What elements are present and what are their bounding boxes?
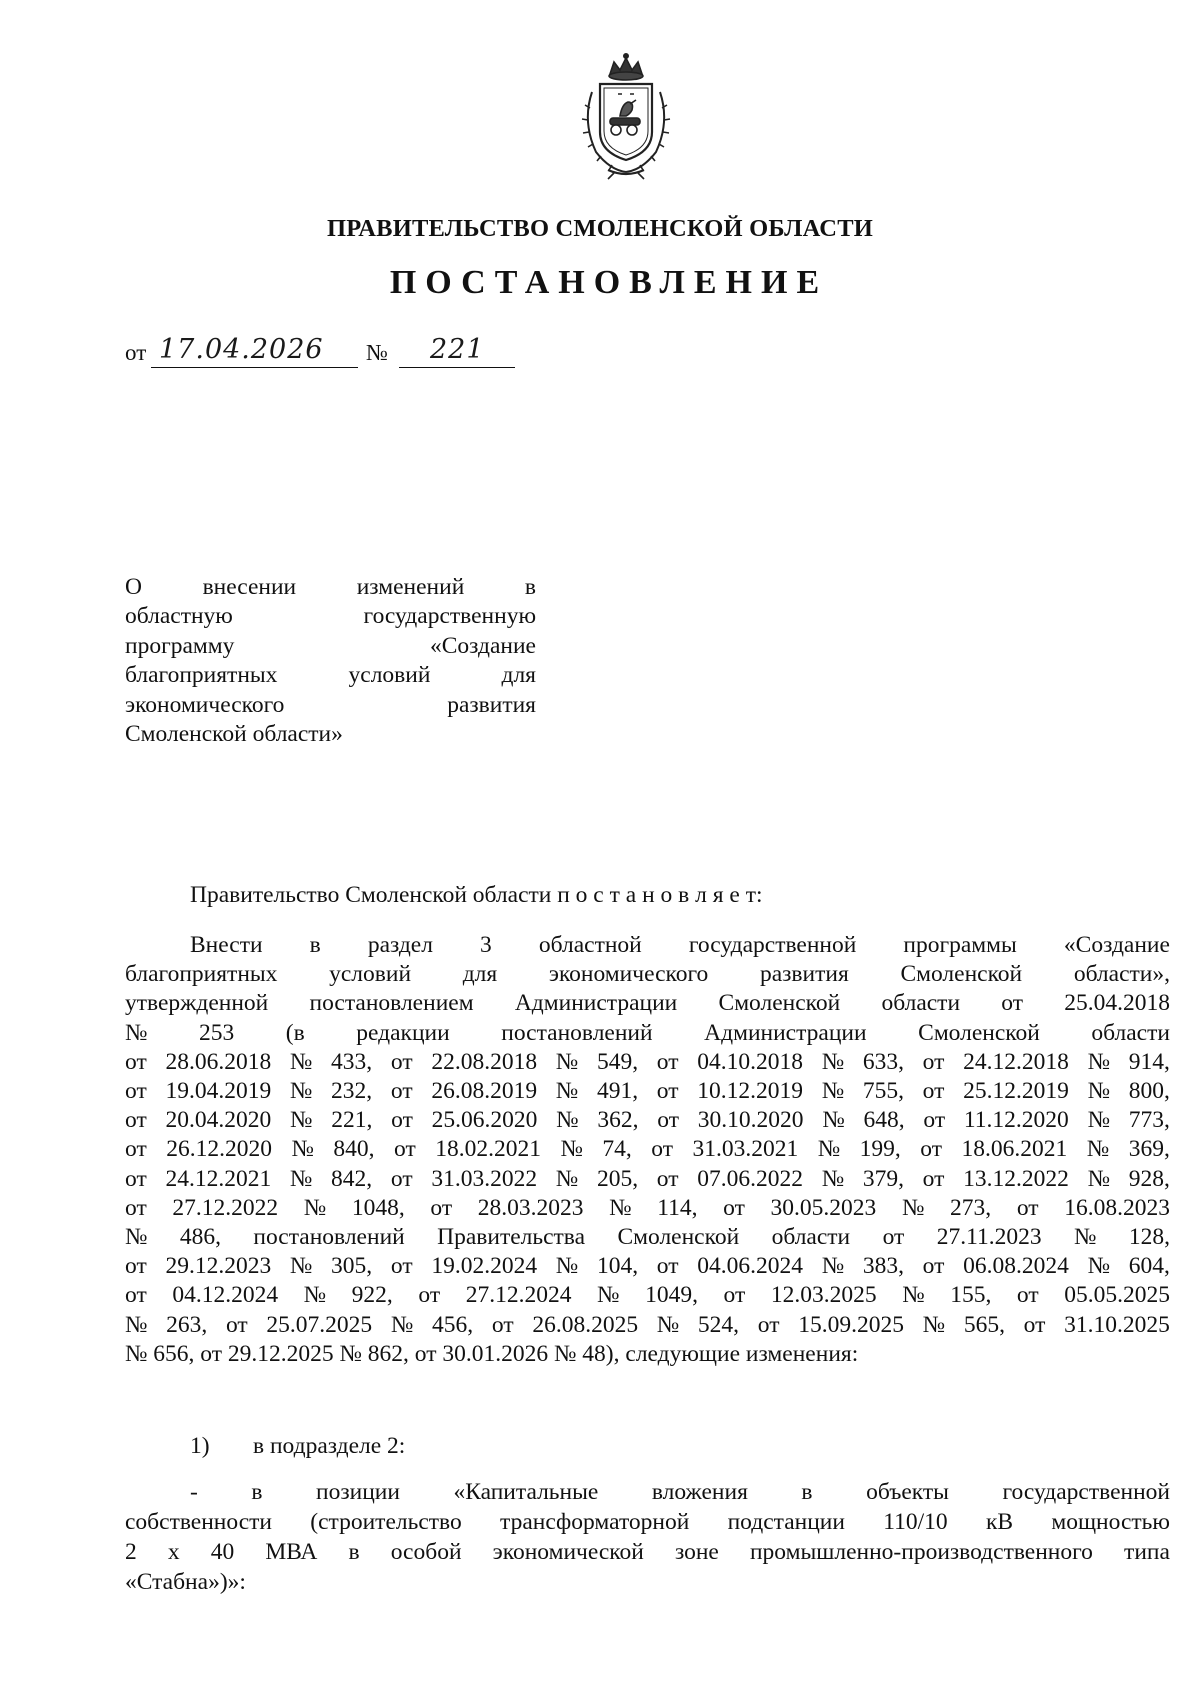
word: № bbox=[289, 1165, 313, 1192]
word: 565, bbox=[963, 1311, 1005, 1338]
word: Смоленской bbox=[718, 990, 841, 1017]
word: № bbox=[1074, 1224, 1097, 1251]
word: 524, bbox=[697, 1311, 740, 1338]
word: «Создание bbox=[429, 632, 536, 659]
word: трансформаторной bbox=[500, 1509, 690, 1535]
text-line bbox=[125, 1135, 1170, 1164]
word: от bbox=[1001, 990, 1023, 1017]
word: от bbox=[656, 1165, 679, 1192]
word: № bbox=[555, 1253, 579, 1280]
word: благоприятных bbox=[125, 961, 278, 988]
word: в bbox=[309, 932, 321, 958]
word: 06.08.2024 bbox=[963, 1253, 1069, 1280]
word: 104, bbox=[596, 1253, 639, 1280]
word: 928, bbox=[1128, 1165, 1170, 1192]
coat-of-arms-emblem bbox=[570, 52, 682, 180]
word: 155, bbox=[950, 1282, 992, 1309]
text-line bbox=[125, 1477, 1170, 1507]
word: 16.08.2023 bbox=[1064, 1194, 1170, 1221]
word: (в bbox=[285, 1019, 305, 1046]
word: № bbox=[597, 1282, 620, 1309]
word: экономического bbox=[125, 691, 285, 718]
word: 31.03.2021 bbox=[692, 1136, 799, 1163]
document-number: 221 bbox=[430, 334, 485, 365]
word: 12.03.2025 bbox=[770, 1282, 877, 1309]
word: от bbox=[418, 1282, 441, 1309]
word: 549, bbox=[596, 1048, 639, 1075]
word: 30.10.2020 bbox=[697, 1107, 804, 1134]
word: от bbox=[125, 1282, 147, 1309]
word: 22.08.2018 bbox=[431, 1048, 538, 1075]
word: 491, bbox=[596, 1078, 639, 1105]
word: от bbox=[125, 1253, 147, 1280]
word: 263, bbox=[166, 1311, 208, 1338]
word: «Стабна»)»: bbox=[125, 1569, 246, 1595]
word: от bbox=[394, 1136, 416, 1163]
word: от bbox=[651, 1136, 673, 1163]
word: № 656, от 29.12.2025 № 862, от 30.01.2026 № 48), следующие изменения: bbox=[125, 1340, 859, 1367]
word: № bbox=[821, 1165, 845, 1192]
word: 842, bbox=[331, 1165, 373, 1192]
word: государственной bbox=[1002, 1479, 1170, 1505]
text-line bbox=[125, 989, 1170, 1018]
word: объекты bbox=[866, 1479, 949, 1505]
word: 24.12.2018 bbox=[963, 1048, 1069, 1075]
text-line bbox=[125, 661, 536, 690]
word: зоне bbox=[674, 1539, 719, 1565]
word: 05.05.2025 bbox=[1064, 1282, 1170, 1309]
word: Правительства bbox=[437, 1224, 586, 1251]
word: 31.03.2022 bbox=[431, 1165, 538, 1192]
word: № bbox=[1087, 1078, 1110, 1105]
text-line bbox=[125, 1019, 1170, 1048]
word: постановлений bbox=[501, 1019, 653, 1046]
word: «Создание bbox=[1063, 932, 1170, 958]
word: развития bbox=[447, 691, 536, 718]
word: 2 bbox=[125, 1539, 137, 1565]
word: 04.10.2018 bbox=[697, 1048, 803, 1075]
document-date: 17.04.2026 bbox=[159, 334, 324, 365]
word: условий bbox=[329, 961, 412, 988]
text-line bbox=[125, 1311, 1170, 1340]
word: областной bbox=[538, 932, 642, 958]
text-line bbox=[125, 691, 536, 720]
word: от bbox=[391, 1107, 413, 1134]
word: 914, bbox=[1128, 1048, 1170, 1075]
word: (строительство bbox=[310, 1509, 462, 1535]
word: № bbox=[125, 1019, 148, 1046]
number-underline bbox=[399, 367, 515, 368]
word: постановлений bbox=[253, 1224, 405, 1251]
word: от bbox=[923, 1107, 946, 1134]
list-item-text: в подразделе 2: bbox=[253, 1433, 406, 1459]
word: № bbox=[289, 1048, 313, 1075]
word: от bbox=[491, 1311, 514, 1338]
word: «Капитальные bbox=[453, 1479, 599, 1505]
word: развития bbox=[759, 961, 849, 988]
word: 128, bbox=[1128, 1224, 1170, 1251]
word: области bbox=[881, 990, 961, 1017]
word: от bbox=[390, 1078, 413, 1105]
word: 28.03.2023 bbox=[477, 1194, 584, 1221]
word: Смоленской bbox=[918, 1019, 1040, 1046]
word: 486, bbox=[179, 1224, 221, 1251]
word: для bbox=[501, 662, 536, 689]
word: № bbox=[1087, 1048, 1110, 1075]
word: типа bbox=[1124, 1539, 1170, 1565]
word: 25.07.2025 bbox=[266, 1311, 373, 1338]
word: № bbox=[609, 1194, 632, 1221]
word: 26.12.2020 bbox=[166, 1136, 272, 1163]
word: О bbox=[125, 574, 142, 600]
date-from-label: от bbox=[125, 340, 147, 365]
word: № bbox=[1087, 1253, 1110, 1280]
word: № bbox=[821, 1253, 845, 1280]
word: 232, bbox=[331, 1078, 373, 1105]
word: 11.12.2020 bbox=[963, 1107, 1069, 1134]
word: № bbox=[555, 1165, 579, 1192]
word: 40 bbox=[210, 1539, 235, 1565]
word: подстанции bbox=[727, 1509, 845, 1535]
word: Смоленской области» bbox=[125, 721, 343, 748]
word: 18.02.2021 bbox=[435, 1136, 541, 1163]
word: 755, bbox=[862, 1078, 904, 1105]
number-label: № bbox=[366, 340, 388, 365]
word: 74, bbox=[602, 1136, 632, 1163]
word: № bbox=[289, 1078, 313, 1105]
word: 379, bbox=[862, 1165, 904, 1192]
word: экономического bbox=[548, 961, 709, 988]
text-line bbox=[125, 1048, 1170, 1077]
word: Администрации bbox=[704, 1019, 867, 1046]
word: промышленно-производственного bbox=[749, 1539, 1093, 1565]
word: № bbox=[821, 1048, 845, 1075]
word: 19.02.2024 bbox=[431, 1253, 538, 1280]
text-line bbox=[125, 1340, 1170, 1369]
word: 221, bbox=[331, 1107, 373, 1134]
word: № bbox=[822, 1107, 845, 1134]
word: № bbox=[125, 1311, 148, 1338]
text-line bbox=[125, 720, 536, 749]
word: внесении bbox=[202, 574, 297, 600]
word: № bbox=[1087, 1107, 1111, 1134]
word: Администрации bbox=[514, 990, 678, 1017]
word: 800, bbox=[1128, 1078, 1170, 1105]
text-line bbox=[125, 1106, 1170, 1135]
word: 15.09.2025 bbox=[798, 1311, 904, 1338]
text-line bbox=[125, 632, 536, 661]
word: 29.12.2023 bbox=[165, 1253, 272, 1280]
word: от bbox=[657, 1107, 679, 1134]
word: 773, bbox=[1128, 1107, 1170, 1134]
word: экономической bbox=[492, 1539, 644, 1565]
word: 199, bbox=[859, 1136, 901, 1163]
word: 305, bbox=[331, 1253, 373, 1280]
word: благоприятных bbox=[125, 662, 278, 689]
word: от bbox=[757, 1311, 780, 1338]
word: области bbox=[771, 1224, 851, 1251]
text-line bbox=[125, 602, 536, 631]
word: 10.12.2019 bbox=[697, 1078, 803, 1105]
word: в bbox=[524, 574, 536, 600]
word: программу bbox=[125, 632, 235, 659]
word: редакции bbox=[356, 1019, 450, 1046]
text-line bbox=[125, 1223, 1170, 1252]
word: программы bbox=[903, 932, 1017, 958]
word: от bbox=[656, 1048, 679, 1075]
word: от bbox=[125, 1048, 147, 1075]
text-line bbox=[125, 1252, 1170, 1281]
word: 604, bbox=[1128, 1253, 1170, 1280]
word: 25.04.2018 bbox=[1064, 990, 1170, 1017]
word: в bbox=[801, 1479, 813, 1505]
word: 633, bbox=[862, 1048, 904, 1075]
word: от bbox=[125, 1194, 147, 1221]
word: 20.04.2020 bbox=[165, 1107, 272, 1134]
word: для bbox=[462, 961, 498, 988]
word: от bbox=[922, 1078, 945, 1105]
text-line bbox=[125, 1567, 1170, 1597]
word: области», bbox=[1073, 961, 1170, 988]
word: 273, bbox=[950, 1194, 992, 1221]
word: № bbox=[556, 1107, 579, 1134]
word: изменений bbox=[356, 574, 465, 600]
text-line bbox=[125, 1537, 1170, 1567]
word: 433, bbox=[331, 1048, 373, 1075]
word: 110/10 bbox=[883, 1509, 948, 1535]
word: х bbox=[167, 1539, 180, 1565]
text-line bbox=[125, 1281, 1170, 1310]
word: от bbox=[225, 1311, 248, 1338]
word: 648, bbox=[863, 1107, 905, 1134]
word: № bbox=[390, 1311, 414, 1338]
word: от bbox=[125, 1107, 147, 1134]
word: 31.10.2025 bbox=[1064, 1311, 1170, 1338]
word: от bbox=[920, 1136, 943, 1163]
word: 25.06.2020 bbox=[431, 1107, 538, 1134]
text-line bbox=[125, 1077, 1170, 1106]
word: от bbox=[656, 1078, 679, 1105]
word: № bbox=[922, 1311, 946, 1338]
word: 28.06.2018 bbox=[165, 1048, 272, 1075]
document-subject bbox=[125, 573, 536, 749]
word: 24.12.2021 bbox=[165, 1165, 272, 1192]
word: Внести bbox=[190, 932, 263, 958]
word: 04.12.2024 bbox=[172, 1282, 279, 1309]
word: № bbox=[303, 1282, 327, 1309]
word: мощностью bbox=[1051, 1509, 1170, 1535]
word: - bbox=[190, 1479, 198, 1505]
word: № bbox=[1086, 1136, 1110, 1163]
word: Смоленской bbox=[900, 961, 1023, 988]
decree-intro: Правительство Смоленской области п о с т а н о в л я е т: bbox=[190, 882, 763, 908]
word: условий bbox=[348, 662, 431, 689]
document-type-title: ПОСТАНОВЛЕНИЕ bbox=[389, 264, 829, 301]
word: № bbox=[817, 1136, 841, 1163]
word: 26.08.2025 bbox=[532, 1311, 639, 1338]
word: № bbox=[291, 1136, 314, 1163]
word: от bbox=[882, 1224, 905, 1251]
word: от bbox=[656, 1253, 679, 1280]
word: № bbox=[560, 1136, 583, 1163]
word: от bbox=[125, 1136, 147, 1163]
word: государственную bbox=[363, 603, 536, 630]
word: от bbox=[125, 1165, 147, 1192]
word: от bbox=[1016, 1194, 1039, 1221]
word: 27.12.2022 bbox=[172, 1194, 279, 1221]
word: 840, bbox=[333, 1136, 375, 1163]
word: 18.06.2021 bbox=[961, 1136, 1068, 1163]
word: № bbox=[901, 1194, 925, 1221]
word: утвержденной bbox=[125, 990, 269, 1017]
word: кВ bbox=[985, 1509, 1014, 1535]
word: 26.08.2019 bbox=[431, 1078, 538, 1105]
word: от bbox=[723, 1282, 746, 1309]
position-paragraph bbox=[125, 1477, 1170, 1597]
word: от bbox=[125, 1078, 147, 1105]
text-line bbox=[125, 1507, 1170, 1537]
word: 456, bbox=[432, 1311, 474, 1338]
word: от bbox=[390, 1253, 413, 1280]
word: 362, bbox=[597, 1107, 639, 1134]
word: собственности bbox=[125, 1509, 272, 1535]
word: от bbox=[390, 1165, 413, 1192]
document-body bbox=[125, 931, 1170, 1369]
word: № bbox=[290, 1107, 313, 1134]
word: № bbox=[303, 1194, 327, 1221]
word: 07.06.2022 bbox=[697, 1165, 803, 1192]
word: 27.12.2024 bbox=[465, 1282, 572, 1309]
word: № bbox=[1087, 1165, 1110, 1192]
word: раздел bbox=[367, 932, 433, 958]
word: 205, bbox=[596, 1165, 639, 1192]
text-line bbox=[125, 960, 1170, 989]
word: 1048, bbox=[351, 1194, 405, 1221]
word: 27.11.2023 bbox=[936, 1224, 1042, 1251]
word: от bbox=[922, 1253, 945, 1280]
word: от bbox=[1016, 1282, 1039, 1309]
word: в bbox=[348, 1539, 360, 1565]
word: МВА bbox=[265, 1539, 318, 1565]
text-line bbox=[125, 931, 1170, 960]
word: 04.06.2024 bbox=[697, 1253, 803, 1280]
word: от bbox=[922, 1048, 945, 1075]
word: № bbox=[555, 1048, 579, 1075]
word: № bbox=[289, 1253, 313, 1280]
word: государственной bbox=[688, 932, 857, 958]
word: 19.04.2019 bbox=[165, 1078, 272, 1105]
word: области bbox=[1091, 1019, 1170, 1046]
text-line bbox=[125, 1165, 1170, 1194]
word: в bbox=[251, 1479, 263, 1505]
word: 25.12.2019 bbox=[963, 1078, 1069, 1105]
word: 383, bbox=[862, 1253, 904, 1280]
word: Смоленской bbox=[617, 1224, 740, 1251]
word: вложения bbox=[651, 1479, 748, 1505]
word: 369, bbox=[1128, 1136, 1170, 1163]
word: позиции bbox=[316, 1479, 400, 1505]
word: от bbox=[723, 1194, 745, 1221]
word: областную bbox=[125, 603, 233, 630]
word: особой bbox=[390, 1539, 462, 1565]
word: от bbox=[430, 1194, 453, 1221]
word: № bbox=[555, 1078, 579, 1105]
word: № bbox=[902, 1282, 925, 1309]
text-line bbox=[125, 1194, 1170, 1223]
text-line bbox=[125, 573, 536, 602]
list-item-number: 1) bbox=[190, 1433, 210, 1459]
word: от bbox=[390, 1048, 413, 1075]
word: 253 bbox=[198, 1019, 235, 1046]
word: 30.05.2023 bbox=[770, 1194, 877, 1221]
word: 922, bbox=[351, 1282, 393, 1309]
word: 114, bbox=[657, 1194, 698, 1221]
date-underline bbox=[151, 367, 358, 368]
word: от bbox=[1023, 1311, 1046, 1338]
word: № bbox=[821, 1078, 845, 1105]
word: № bbox=[125, 1224, 148, 1251]
word: № bbox=[656, 1311, 680, 1338]
word: от bbox=[922, 1165, 945, 1192]
word: постановлением bbox=[309, 990, 474, 1017]
word: 3 bbox=[480, 932, 492, 958]
government-title: ПРАВИТЕЛЬСТВО СМОЛЕНСКОЙ ОБЛАСТИ bbox=[327, 215, 873, 242]
word: 1049, bbox=[645, 1282, 698, 1309]
word: 13.12.2022 bbox=[963, 1165, 1069, 1192]
